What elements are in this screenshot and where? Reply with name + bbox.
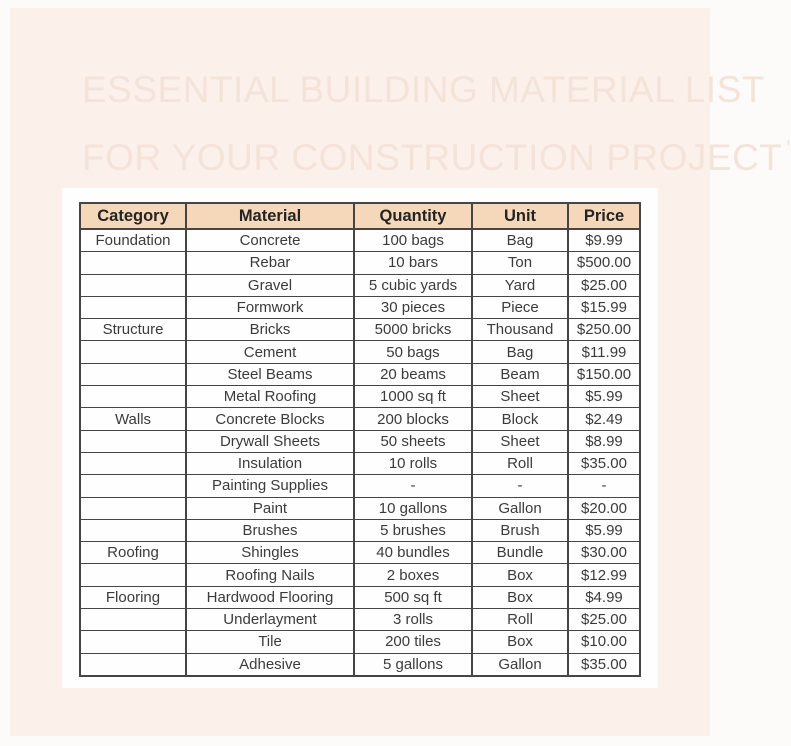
cell-price: $4.99 [568,586,640,608]
cell-quantity: 30 pieces [354,296,472,318]
cell-price: $5.99 [568,519,640,541]
cell-material: Tile [186,631,354,653]
cell-quantity: 10 rolls [354,452,472,474]
cell-quantity: 10 gallons [354,497,472,519]
cell-material: Painting Supplies [186,475,354,497]
cell-category [80,386,186,408]
cell-unit: Piece [472,296,568,318]
cell-unit: Sheet [472,386,568,408]
header-row [80,203,640,229]
cell-material: Insulation [186,452,354,474]
table-row [80,586,640,608]
cell-price: $8.99 [568,430,640,452]
cell-category: Walls [80,408,186,430]
cell-material: Adhesive [186,653,354,676]
table-row [80,497,640,519]
cell-price: $20.00 [568,497,640,519]
cell-category [80,631,186,653]
cell-unit: Box [472,631,568,653]
cell-unit: Beam [472,363,568,385]
cell-price: $35.00 [568,452,640,474]
cell-category [80,519,186,541]
cell-unit: Sheet [472,430,568,452]
cell-price: $10.00 [568,631,640,653]
cell-category [80,653,186,676]
cell-unit: Yard [472,274,568,296]
cell-unit: Box [472,564,568,586]
cell-price: $25.00 [568,609,640,631]
title-apostrophe-mark: ' [786,136,791,161]
cell-category: Structure [80,319,186,341]
table-row [80,609,640,631]
cell-quantity: 50 bags [354,341,472,363]
table-header [80,203,640,229]
cell-unit: Brush [472,519,568,541]
cell-unit: Block [472,408,568,430]
cell-price: $12.99 [568,564,640,586]
cell-price: $250.00 [568,319,640,341]
cell-category: Foundation [80,229,186,252]
cell-material: Gravel [186,274,354,296]
cell-material: Concrete [186,229,354,252]
cell-unit: Bundle [472,542,568,564]
column-header-price: Price [568,203,640,229]
cell-price: $9.99 [568,229,640,252]
cell-quantity: 5 gallons [354,653,472,676]
cell-unit: Bag [472,341,568,363]
cell-unit: Box [472,586,568,608]
cell-category [80,497,186,519]
table-card [62,188,658,688]
cell-quantity: 200 tiles [354,631,472,653]
page-title [82,60,791,187]
cell-quantity: 5 cubic yards [354,274,472,296]
table-row [80,452,640,474]
cell-price: $500.00 [568,252,640,274]
cell-quantity: 500 sq ft [354,586,472,608]
table-row [80,653,640,676]
cell-material: Metal Roofing [186,386,354,408]
cell-unit: Roll [472,452,568,474]
table-row [80,363,640,385]
cell-material: Rebar [186,252,354,274]
cell-quantity: 5000 bricks [354,319,472,341]
cell-material: Hardwood Flooring [186,586,354,608]
table-row [80,631,640,653]
cell-category [80,296,186,318]
cell-material: Shingles [186,542,354,564]
cell-price: $2.49 [568,408,640,430]
cell-material: Bricks [186,319,354,341]
cell-price: $25.00 [568,274,640,296]
column-header-quantity: Quantity [354,203,472,229]
cell-price: $30.00 [568,542,640,564]
cell-unit: - [472,475,568,497]
cell-material: Drywall Sheets [186,430,354,452]
title-line-2: FOR YOUR CONSTRUCTION PROJECT ' [82,136,791,178]
title-line-1: ESSENTIAL BUILDING MATERIAL LIST [82,69,765,110]
cell-material: Underlayment [186,609,354,631]
cell-material: Paint [186,497,354,519]
table-row [80,519,640,541]
table-row [80,430,640,452]
table-body [80,229,640,676]
cell-unit: Roll [472,609,568,631]
cell-unit: Bag [472,229,568,252]
cell-unit: Gallon [472,653,568,676]
table-row [80,319,640,341]
materials-table [79,202,641,677]
column-header-unit: Unit [472,203,568,229]
table-row [80,229,640,252]
cell-price: $11.99 [568,341,640,363]
cell-price: $35.00 [568,653,640,676]
cell-material: Steel Beams [186,363,354,385]
cell-unit: Gallon [472,497,568,519]
cell-quantity: 10 bars [354,252,472,274]
cell-quantity: 40 bundles [354,542,472,564]
background-panel [10,8,791,736]
cell-category [80,363,186,385]
cell-price: - [568,475,640,497]
cell-category [80,252,186,274]
cell-quantity: 5 brushes [354,519,472,541]
cell-category [80,274,186,296]
cell-category [80,430,186,452]
cell-category [80,564,186,586]
table-row [80,475,640,497]
table-row [80,408,640,430]
cell-price: $5.99 [568,386,640,408]
table-row [80,341,640,363]
cell-category [80,452,186,474]
cell-category [80,609,186,631]
cell-price: $150.00 [568,363,640,385]
cell-quantity: 100 bags [354,229,472,252]
column-header-category: Category [80,203,186,229]
table-row [80,274,640,296]
table-row [80,542,640,564]
cell-category [80,475,186,497]
cell-quantity: 200 blocks [354,408,472,430]
cell-quantity: - [354,475,472,497]
cell-category: Flooring [80,586,186,608]
column-header-material: Material [186,203,354,229]
cell-unit: Ton [472,252,568,274]
cell-material: Roofing Nails [186,564,354,586]
table-row [80,252,640,274]
cell-category: Roofing [80,542,186,564]
cell-quantity: 2 boxes [354,564,472,586]
cell-material: Brushes [186,519,354,541]
cell-unit: Thousand [472,319,568,341]
cell-quantity: 1000 sq ft [354,386,472,408]
cell-material: Cement [186,341,354,363]
cell-material: Formwork [186,296,354,318]
cell-material: Concrete Blocks [186,408,354,430]
table-row [80,564,640,586]
cell-quantity: 20 beams [354,363,472,385]
table-row [80,296,640,318]
table-row [80,386,640,408]
cell-price: $15.99 [568,296,640,318]
cell-quantity: 50 sheets [354,430,472,452]
cell-quantity: 3 rolls [354,609,472,631]
cell-category [80,341,186,363]
